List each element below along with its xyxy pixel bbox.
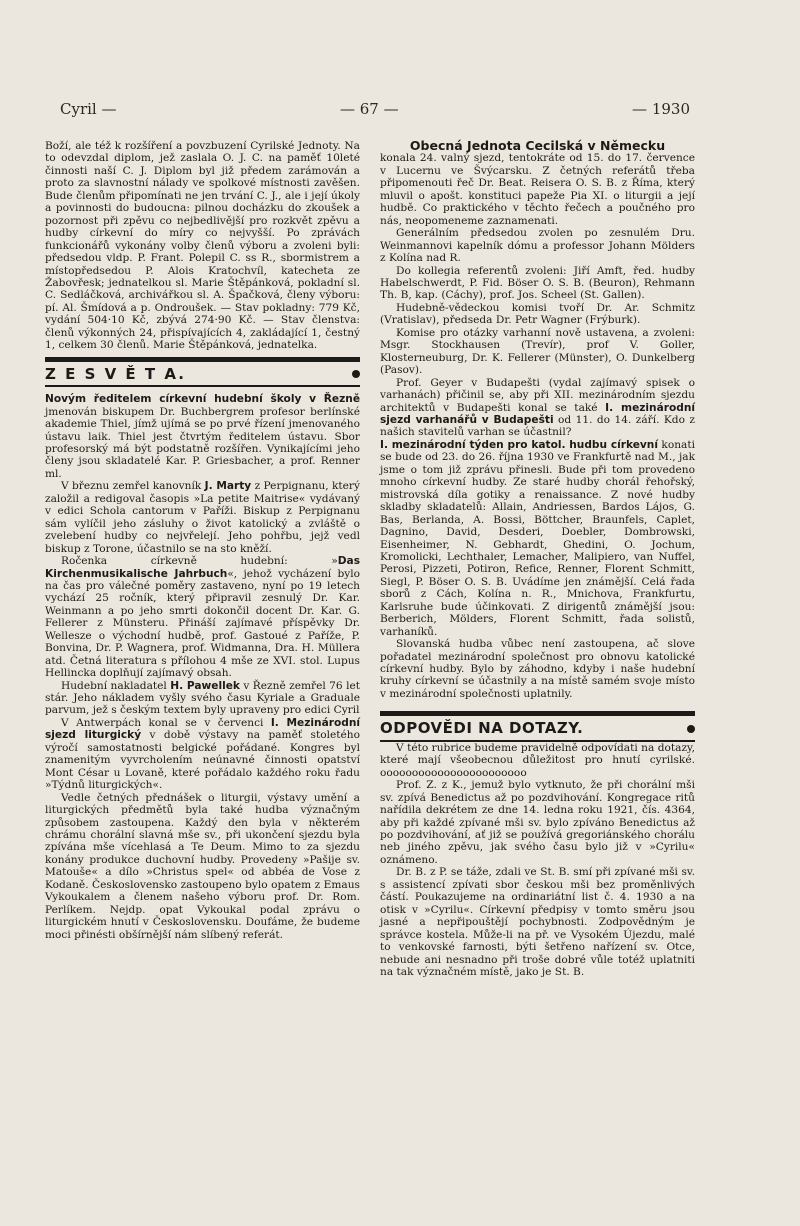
- paragraph: Generálním předsedou zvolen po zesnulém Dru. Weinmannovi kapelník dómu a professor Johann Mölders z Kolína nad R.: [380, 227, 695, 265]
- left-column: [45, 140, 360, 941]
- paragraph: Boží, ale též k rozšíření a povzbuzení Cyrilské Jednoty. Na to odevzdal diplom, jež zaslala O. J. C. na paměť 10leté činnosti naší C. J. Diplom byl již předem zarámován a proto za slavnostní nálady ve spolkové místnosti zavěšen. Bude členům připomínati ne jen trvání C. J., ale i její úkoly a povinnosti do budoucna: pilnou docházku do zkoušek a pozornost při zpěvu co nejbedlivější pro rozkvět zpěvu a hudby církevní do míry co nejvyšší. Po zprávách funkcionářů vykonány volby členů výboru a zvoleni byli: předsedou vldp. P. Frant. Polepil C. ss R., sbormistrem a místopředsedou P. Alois Kratochvíl, katecheta ze Žabovřesk; jednatelkou sl. Marie Štěpánková, pokladní sl. C. Sedláčková, archivářkou sl. A. Špačková, členy výboru: pí. Al. Šmídová a p. Ondroušek. — Stav pokladny: 779 Kč, vydání 504·10 Kč, zbývá 274·90 Kč. — Stav členstva: členů výkonných 24, přispívajících 4, zakládající 1, čestný 1, celkem 30 členů. Marie Štěpánková, jednatelka.: [45, 140, 360, 352]
- bullet-icon: [687, 725, 695, 733]
- divider: [380, 711, 695, 716]
- section-title-ze-sveta: Z E S V Ě T A.: [45, 368, 360, 380]
- paragraph: Slovanská hudba vůbec není zastoupena, ač slove pořadatel mezinárodní společnost pro obnovu katolické církevní hudby. Bylo by záhodno, kdyby i naše hudební kruhy církevní se účastnily a na místě samém svoje místo v mezinárodní společnosti uplatnily.: [380, 638, 695, 700]
- journal-name: Cyril —: [60, 100, 117, 118]
- year: — 1930: [632, 100, 690, 118]
- answer-paragraph: Prof. Z. z K., jemuž bylo vytknuto, že při chorální mši sv. zpívá Benedictus až po pozdvihování. Kongregace ritů nařídila dekrétem ze dne 14. ledna roku 1921, čís. 4364, aby při každé zpívané mši sv. bylo zpíváno Benedictus až po pozdvihování, ať již se používá gregoriánského chorálu neb jiného zpěvu, jak svého času bylo již v »Cyrilu« oznámeno.: [380, 779, 695, 866]
- rubric-intro: V této rubrice budeme pravidelně odpovídati na dotazy, které mají všeobecnou důležitost pro hnutí cyrilské. ooooooooooooooooooooooo: [380, 741, 695, 779]
- paragraph: Hudebně-vědeckou komisi tvoří Dr. Ar. Schmitz (Vratislav), předseda Dr. Petr Wagner (Frýburk).: [380, 301, 695, 327]
- news-item: V Antwerpách konal se v červenci I. Mezinárodní sjezd liturgický v době výstavy na paměť stoletého výročí samostatnosti belgické pořádané. Kongres byl znamenitým vyvrcholením neúnavné činnosti opatství Mont César u Lovaně, které pořádalo každého roku řadu »Týdnů liturgických«.: [45, 716, 360, 792]
- divider: [45, 357, 360, 362]
- right-column: [380, 140, 695, 978]
- paragraph: Komise pro otázky varhanní nově ustavena, a zvoleni: Msgr. Stockhausen (Trevír), prof V. Goller, Klosterneuburg, Dr. K. Fellerer (Münster), O. Dunkelberg (Pasov).: [380, 326, 695, 377]
- news-item: Hudební nakladatel H. Pawellek v Řezně zemřel 76 let stár. Jeho nákladem vyšly svého času Kyriale a Graduale parvum, jež s českým textem byly upraveny pro edici Cyril: [45, 679, 360, 717]
- news-item: Vedle četných přednášek o liturgii, výstavy umění a liturgických předmětů byla také hudba význačným způsobem zastoupena. Každý den byla v některém chrámu chorální slavná mše sv., při ukončení sjezdu byla zpívána mše vícehlasá a Te Deum. Mimo to za sjezdu konány produkce duchovní hudby. Provedeny »Pašije sv. Matouše« a dílo »Christus spel« od abbéa de Vose z Kodaně. Československo zastoupeno bylo opatem z Emaus Vykoukalem a členem našeho výboru prof. Dr. Rom. Perlíkem. Nejdp. opat Vykoukal podal zprávu o liturgickém hnutí v Československu. Doufáme, že budeme moci přinésti obšírnější nám slíbený referát.: [45, 791, 360, 941]
- page-number: — 67 —: [340, 100, 399, 118]
- paragraph: Prof. Geyer v Budapešti (vydal zajímavý spisek o varhanách) přičinil se, aby při XII. mezinárodním sjezdu architektů v Budapešti konal se také I. mezinárodní sjezd varhanářů v Budapešti od 11. do 14. září. Kdo z našich stavitelů varhan se účastnil?: [380, 376, 695, 439]
- paragraph: konala 24. valný sjezd, tentokráte od 15. do 17. července v Lucernu ve Švýcarsku. Z četných referátů třeba připomenouti řeč Dr. Beat. Reisera O. S. B. z Říma, který mluvil o apošt. konstituci papeže Pia XI. o liturgii a její hudbě. Co praktického v těchto řečech a poučného pro nás, neopomeneme zaznamenati.: [380, 152, 695, 227]
- section-title-odpovedi: ODPOVĚDI NA DOTAZY.: [380, 722, 695, 734]
- news-item: V březnu zemřel kanovník J. Marty z Perpignanu, který založil a redigoval časopis »La petite Maitrise« vydávaný v edici Schola cantorum v Paříži. Biskup z Perpignanu sám vylíčil jeho zásluhy o život katolický a zvláště o zvelebení hudby co nejvřelejí. Jeho pohřbu, jejž vedl biskup z Torone, účastnilo se na sto kněží.: [45, 480, 360, 555]
- paragraph: I. mezinárodní týden pro katol. hudbu církevní konati se bude od 23. do 26. října 1930 ve Frankfurtě nad M., jak jsme o tom již zprávu přinesli. Bude při tom provedeno mnoho církevní hudby. Ze staré hudby chorál řehořský, mistrovská díla gotiky a renaissance. Z nové hudby skladby skladatelů: Allain, Andriessen, Bardos Lájos, G. Bas, Berlanda, A. Bossi, Böttcher, Braunfels, Caplet, Dagnino, David, Desderi, Doebler, Dombrowski, Eisenheimer, N. Gebhardt, Ghedini, O. Jochum, Kromolicki, Lechthaler, Lemacher, Malipiero, van Nuffel, Perosi, Pizzeti, Potiron, Refice, Renner, Florent Schmitt, Siegl, P. Böser O. S. B. Uvádíme jen známější. Celá řada sborů z Cách, Kolína n. R., Mnichova, Frankfurtu, Karlsruhe bude účinkovati. Z dirigentů známější jsou: Berberich, Mölders, Florent Schmitt, řada solistů, varhaníků.: [380, 438, 696, 638]
- article-heading: Obecná Jednota Cecilská v Německu: [409, 138, 666, 153]
- news-item: Ročenka církevně hudební: »Das Kirchenmusikalische Jahrbuch«, jehož vycházení bylo na čas pro válečné poměry zastaveno, nyní po 19 letech vychází 25 ročník, který připravil zesnulý Dr. Kar. Weinmann a po jeho smrti dokončil docent Dr. Kar. G. Fellerer z Münsteru. Přináší zajímavé příspěvky Dr. Wellesze o východní hudbě, prof. Gastoué z Paříže, P. Bonvina, Dr. P. Wagnera, prof. Widmanna, Dra. H. Müllera atd. Četná literatura s přílohou 4 mše ze XVI. stol. Lupus Hellincka doplňují zajímavý obsah.: [45, 555, 360, 680]
- page-header: [60, 100, 690, 122]
- paragraph: Do kollegia referentů zvoleni: Jiří Amft, řed. hudby Habelschwerdt, P. Fid. Böser O. S. B. (Beuron), Rehmann Th. B, kap. (Cáchy), prof. Jos. Scheel (St. Gallen).: [380, 264, 695, 302]
- bullet-icon: [352, 370, 360, 378]
- news-item: Novým ředitelem církevní hudební školy v Řezně jmenován biskupem Dr. Buchbergrem profesor berlínské akademie Thiel, jímž ujímá se po prvé řízení jmenovaného ústavu laik. Thiel jest čtvrtým ředitelem ústavu. Sbor profesorský má být podstatně rozšířen. Vynikajícími jeho členy jsou skladatelé Kar. P. Griesbacher, a prof. Renner ml.: [45, 393, 360, 480]
- answer-paragraph: Dr. B. z P. se táže, zdali ve St. B. smí při zpívané mši sv. s assistencí zpívati sbor českou mši bez proměnlivých částí. Poukazujeme na ordinariátní list č. 4. 1930 a na otisk v »Cyrilu«. Církevní předpisy v tomto směru jsou jasné a nepřipouštějí pochybnosti. Zodpovědným je správce kostela. Může-li na př. ve Vysokém Újezdu, malé to venkovské farnosti, býti šetřeno nařízení sv. Otce, nebude ani nesnadno při troše dobré vůle totéž uplatniti na tak význačném místě, jako je St. B.: [380, 866, 695, 978]
